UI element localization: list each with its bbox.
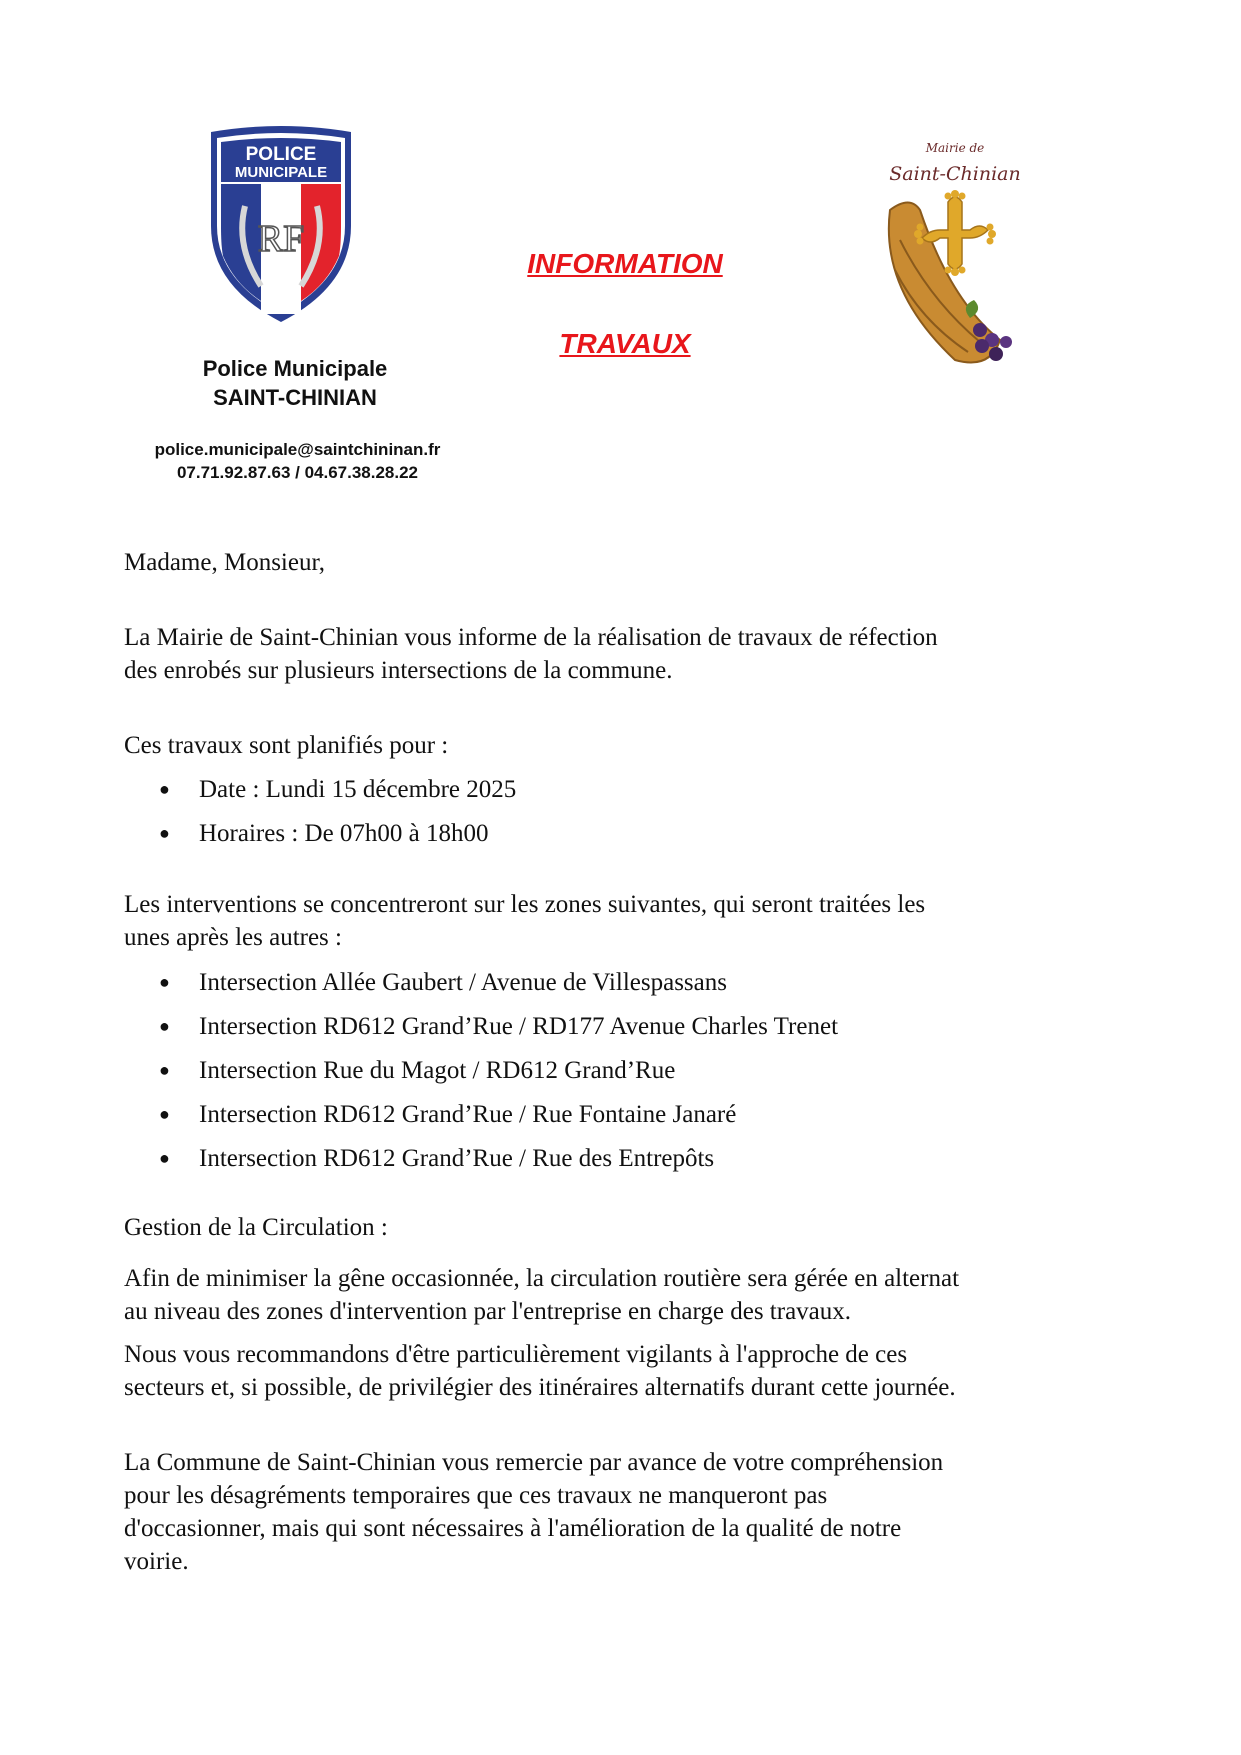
list-item [124, 1054, 1114, 1098]
intro-line: des enrobés sur plusieurs intersections de la commune. [124, 657, 673, 684]
title-information [480, 248, 770, 280]
police-shield-icon [205, 126, 357, 326]
mairie-logo-line1: Mairie de [925, 141, 985, 155]
zone-item: Intersection Allée Gaubert / Avenue de Villespassans [199, 969, 727, 996]
traffic-line: Nous vous recommandons d'être particulièrement vigilants à l'approche de ces [124, 1341, 908, 1368]
badge-line1: POLICE [245, 144, 317, 165]
traffic-line: au niveau des zones d'intervention par l'entreprise en charge des travaux. [124, 1298, 852, 1325]
traffic-paragraph-1 [124, 1262, 1114, 1328]
traffic-line: Afin de minimiser la gêne occasionnée, la circulation routière sera gérée en alternat [124, 1265, 960, 1292]
intro-paragraph [124, 621, 1114, 687]
traffic-heading: Gestion de la Circulation : [124, 1214, 388, 1241]
badge-line2: MUNICIPALE [234, 164, 328, 181]
contact-phones: 07.71.92.87.63 / 04.67.38.28.22 [176, 463, 419, 482]
greeting: Madame, Monsieur, [124, 549, 326, 576]
zones-intro-line: Les interventions se concentreront sur les zones suivantes, qui seront traitées les [124, 891, 926, 918]
bullet-icon: ● [159, 1148, 170, 1168]
closing-line: La Commune de Saint-Chinian vous remercie par avance de votre compréhension [124, 1449, 944, 1476]
zones-intro-line: unes après les autres : [124, 924, 342, 951]
schedule-list [124, 773, 1114, 861]
list-item [124, 1142, 1114, 1186]
traffic-line: secteurs et, si possible, de privilégier des itinéraires alternatifs durant cette journée. [124, 1374, 956, 1401]
intro-line: La Mairie de Saint-Chinian vous informe de la réalisation de travaux de réfection [124, 624, 938, 651]
zones-list [124, 966, 1114, 1186]
organization-name [150, 354, 440, 412]
list-item [124, 1098, 1114, 1142]
list-item [124, 817, 1114, 861]
list-item [124, 773, 1114, 817]
police-badge-logo [205, 126, 357, 326]
bullet-icon: ● [159, 779, 170, 799]
zone-item: Intersection RD612 Grand’Rue / Rue des Entrepôts [199, 1145, 715, 1172]
bullet-icon: ● [159, 972, 170, 992]
title-line1: INFORMATION [527, 248, 723, 279]
closing-paragraph [124, 1446, 1114, 1578]
closing-line: voirie. [124, 1548, 189, 1575]
list-item [124, 1010, 1114, 1054]
zone-item: Intersection RD612 Grand’Rue / RD177 Avenue Charles Trenet [199, 1013, 839, 1040]
title-line2: TRAVAUX [559, 328, 691, 359]
closing-line: pour les désagréments temporaires que ces travaux ne manqueront pas [124, 1482, 828, 1509]
mairie-logo-line2: Saint-Chinian [889, 163, 1021, 185]
zone-item: Intersection RD612 Grand’Rue / Rue Fontaine Janaré [199, 1101, 737, 1128]
schedule-hours: Horaires : De 07h00 à 18h00 [199, 820, 489, 847]
contact-block [110, 438, 485, 484]
bullet-icon: ● [159, 1016, 170, 1036]
bullet-icon: ● [159, 1060, 170, 1080]
zone-item: Intersection Rue du Magot / RD612 Grand’Rue [199, 1057, 676, 1084]
bullet-icon: ● [159, 823, 170, 843]
zones-intro [124, 888, 1114, 954]
badge-monogram: RF [257, 218, 305, 260]
mairie-logo [860, 130, 1050, 380]
contact-email: police.municipale@saintchininan.fr [154, 440, 441, 459]
schedule-intro: Ces travaux sont planifiés pour : [124, 732, 449, 759]
traffic-paragraph-2 [124, 1338, 1114, 1404]
closing-line: d'occasionner, mais qui sont nécessaires à l'amélioration de la qualité de notre [124, 1515, 902, 1542]
list-item [124, 966, 1114, 1010]
bullet-icon: ● [159, 1104, 170, 1124]
occitan-cross-cornucopia-icon [860, 130, 1050, 380]
schedule-date: Date : Lundi 15 décembre 2025 [199, 776, 517, 803]
title-travaux [480, 328, 770, 360]
org-name-line2: SAINT-CHINIAN [213, 385, 377, 410]
org-name-line1: Police Municipale [202, 356, 388, 381]
